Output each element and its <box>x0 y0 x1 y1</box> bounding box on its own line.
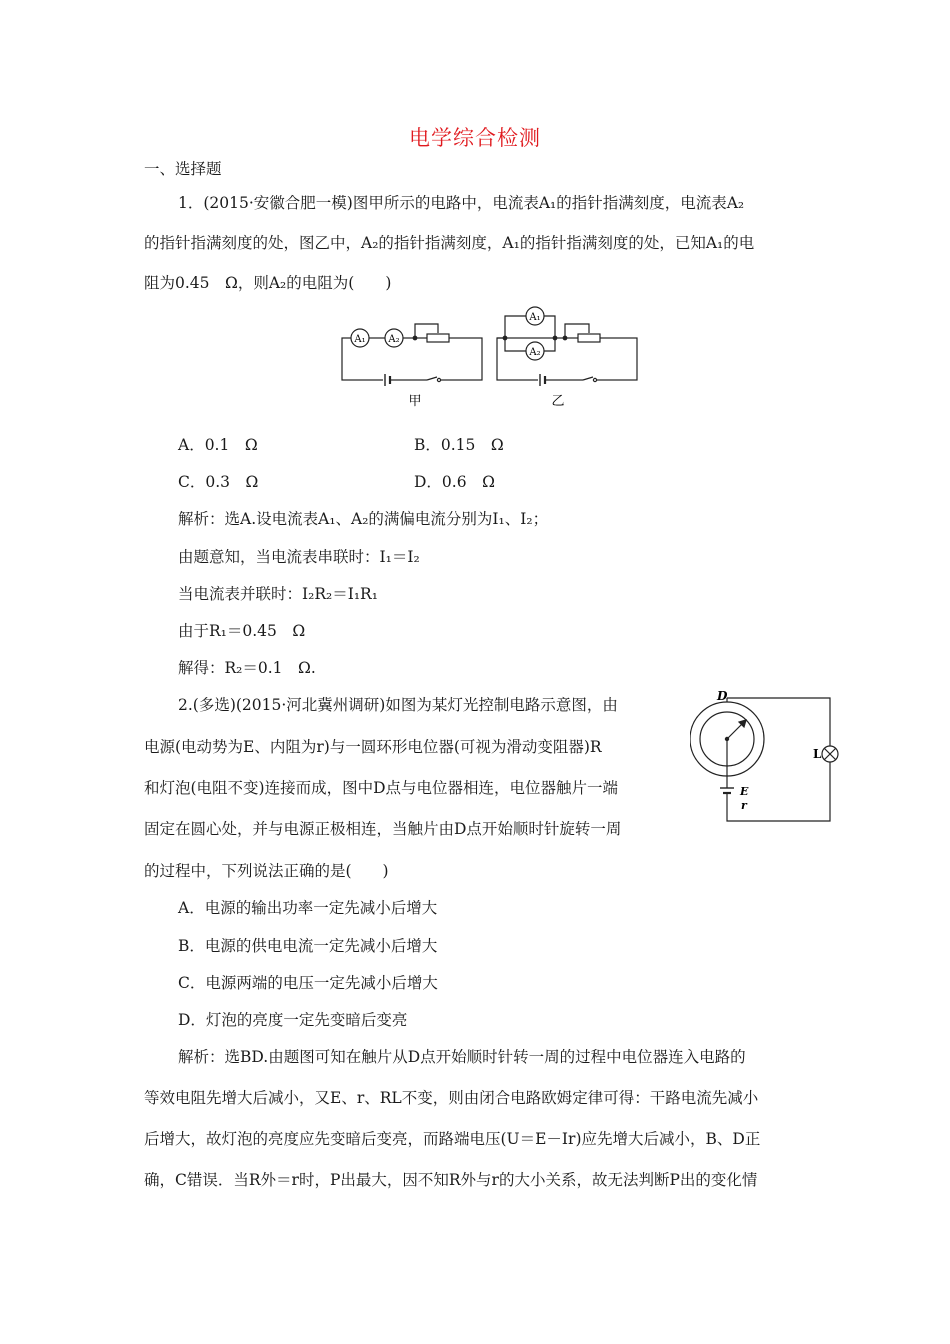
q2-option-a: A．电源的输出功率一定先减小后增大 <box>178 899 438 917</box>
q1-solution-4: 由于R₁＝0.45 Ω <box>178 622 306 640</box>
q2-solution-4: 确，C错误．当R外＝r时，P出最大，因不知R外与r的大小关系，故无法判断P出的变化情 <box>144 1171 758 1189</box>
q2-option-b: B．电源的供电电流一定先减小后增大 <box>178 937 438 955</box>
section-heading: 一、选择题 <box>144 160 222 178</box>
q1-line-3: 阻为0.45 Ω，则A₂的电阻为( ) <box>144 274 392 292</box>
q1-option-b: B．0.15 Ω <box>414 436 504 454</box>
page-title: 电学综合检测 <box>409 126 541 150</box>
q2-option-c: C．电源两端的电压一定先减小后增大 <box>178 974 438 992</box>
q2-line-3: 和灯泡(电阻不变)连接而成，图中D点与电位器相连，电位器触片一端 <box>144 779 619 797</box>
q1-circuit-figure <box>335 304 645 412</box>
fig-jia-caption: 甲 <box>408 394 422 409</box>
fig-label-d: D <box>717 689 728 703</box>
q2-line-2: 电源(电动势为E、内阻为r)与一圆环形电位器(可视为滑动变阻器)R <box>144 738 602 756</box>
q1-option-a: A．0.1 Ω <box>178 436 258 454</box>
meter-a1-label: A₁ <box>354 334 366 345</box>
q1-solution-5: 解得：R₂＝0.1 Ω. <box>178 659 316 677</box>
fig-label-e: E <box>740 785 749 798</box>
q2-solution-2: 等效电阻先增大后减小，又E、r、RL不变，则由闭合电路欧姆定律可得：干路电流先减小 <box>144 1089 759 1107</box>
q1-solution-1: 解析：选A.设电流表A₁、A₂的满偏电流分别为I₁、I₂； <box>178 510 549 528</box>
meter-a2-label: A₂ <box>388 334 400 345</box>
q2-solution-3: 后增大，故灯泡的亮度应先变暗后变亮，而路端电压(U＝E－Ir)应先增大后减小，B、D正 <box>144 1130 761 1148</box>
meter-a1-label: A₁ <box>529 312 541 323</box>
q1-line-1: 1．(2015·安徽合肥一模)图甲所示的电路中，电流表A₁的指针指满刻度，电流表A₂ <box>178 194 745 212</box>
q2-circuit-figure <box>690 688 840 826</box>
fig-label-l: L <box>813 747 822 761</box>
q2-line-5: 的过程中，下列说法正确的是( ) <box>144 862 389 880</box>
fig-yi-caption: 乙 <box>551 394 565 409</box>
q2-line-4: 固定在圆心处，并与电源正极相连，当触片由D点开始顺时针旋转一周 <box>144 820 622 838</box>
q2-solution-1: 解析：选BD.由题图可知在触片从D点开始顺时针转一周的过程中电位器连入电路的 <box>178 1048 746 1066</box>
meter-a2-label: A₂ <box>529 347 541 358</box>
q1-solution-2: 由题意知，当电流表串联时：I₁＝I₂ <box>178 548 420 566</box>
q1-line-2: 的指针指满刻度的处，图乙中，A₂的指针指满刻度，A₁的指针指满刻度的处，已知A₁的电 <box>144 234 755 252</box>
fig-label-r: r <box>741 799 747 812</box>
q2-line-1: 2.(多选)(2015·河北冀州调研)如图为某灯光控制电路示意图，由 <box>178 696 618 714</box>
q1-option-d: D．0.6 Ω <box>414 473 495 491</box>
q2-option-d: D．灯泡的亮度一定先变暗后变亮 <box>178 1011 408 1029</box>
q1-option-c: C．0.3 Ω <box>178 473 259 491</box>
q1-solution-3: 当电流表并联时：I₂R₂＝I₁R₁ <box>178 585 378 603</box>
